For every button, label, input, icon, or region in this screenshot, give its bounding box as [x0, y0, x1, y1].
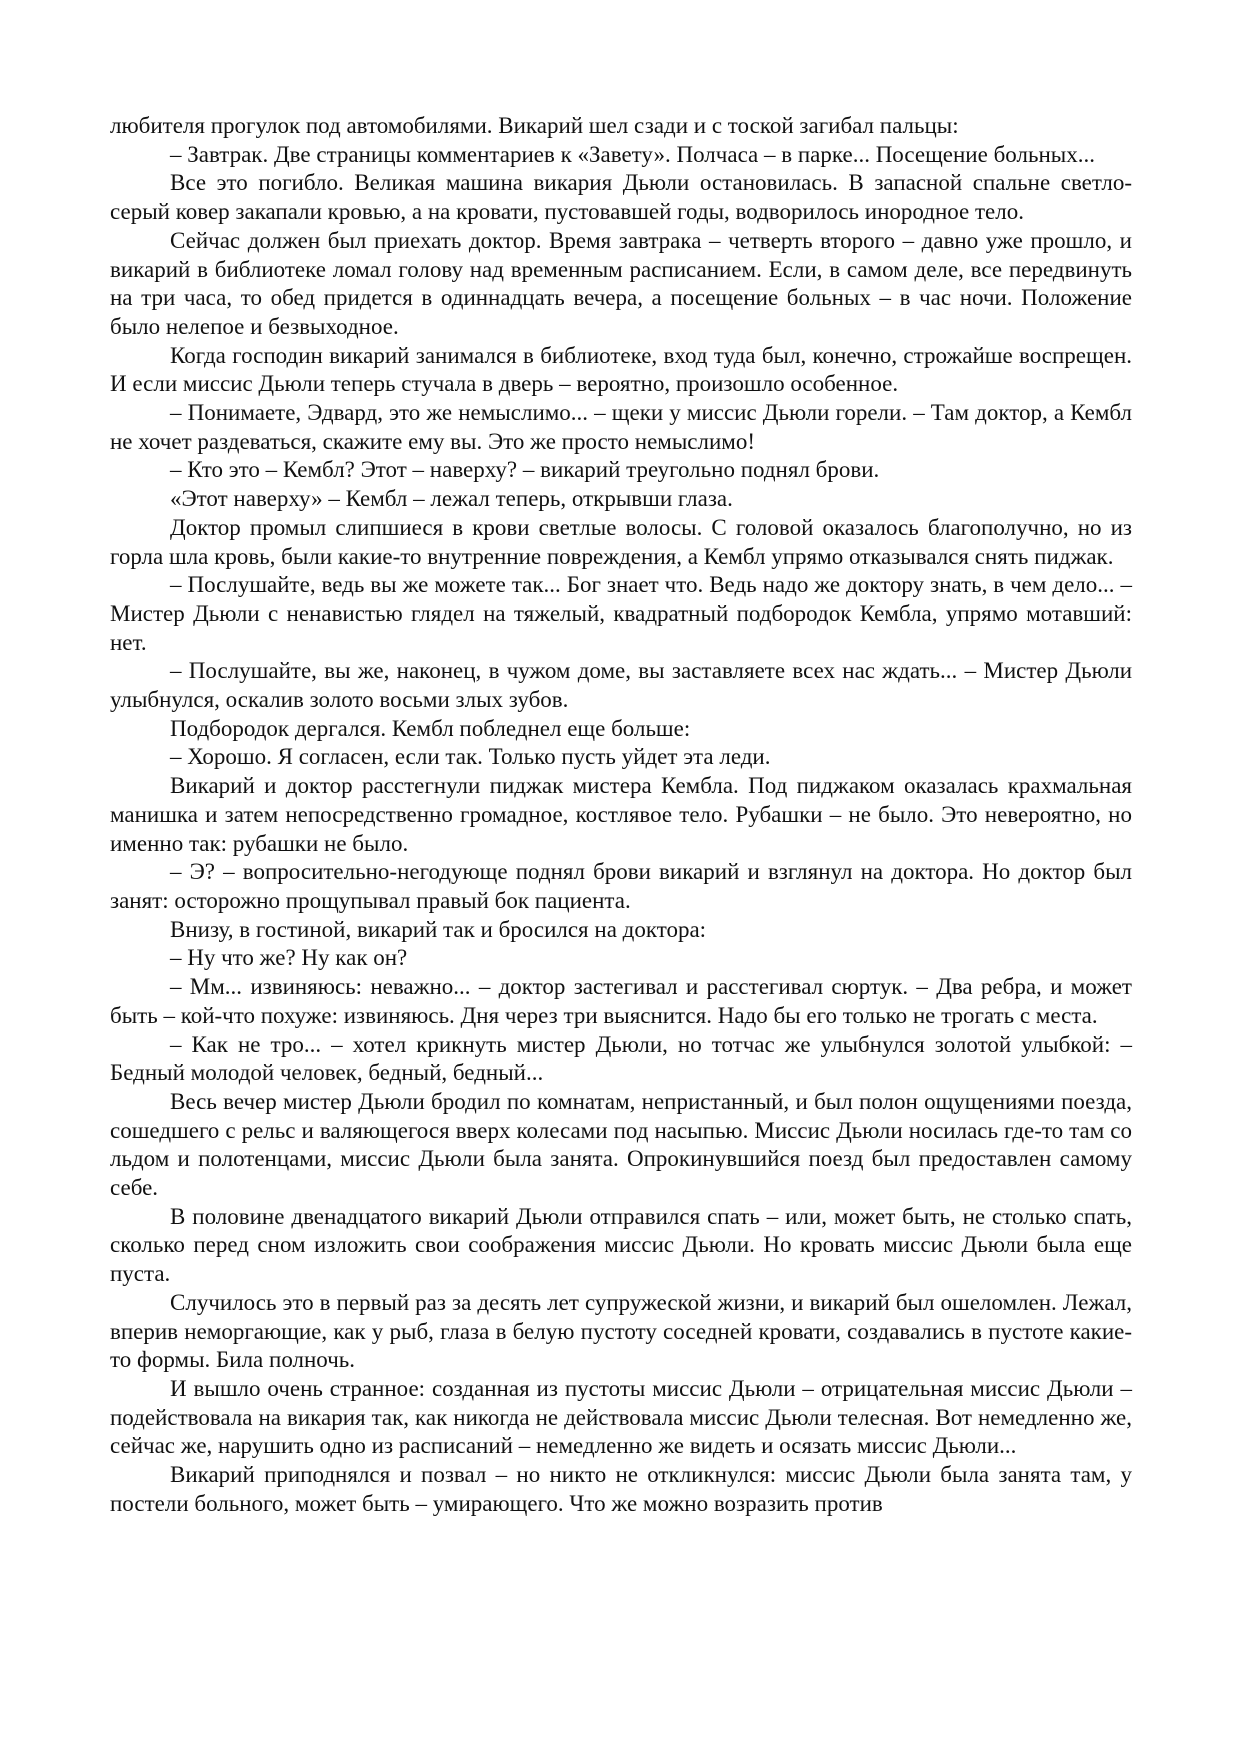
- paragraph: – Послушайте, вы же, наконец, в чужом доме, вы заставляете всех нас ждать... – Мистер Дьюли улыбнулся, оскалив золото восьми злых зубов.: [110, 658, 1132, 713]
- paragraph: В половине двенадцатого викарий Дьюли отправился спать – или, может быть, не столько спать, сколько перед сном изложить свои соображения миссис Дьюли. Но кровать миссис Дьюли была еще пуста.: [110, 1203, 1132, 1287]
- paragraph: Доктор промыл слипшиеся в крови светлые волосы. С головой оказалось благополучно, но из горла шла кровь, были какие-то внутренние повреждения, а Кембл упрямо отказывался снять пиджак.: [110, 514, 1132, 569]
- paragraph: Викарий приподнялся и позвал – но никто не откликнулся: миссис Дьюли была занята там, у постели больного, может быть – умирающего. Что же можно возразить против: [110, 1462, 1132, 1516]
- paragraph: Сейчас должен был приехать доктор. Время завтрака – четверть второго – давно уже прошло, и викарий в библиотеке ломал голову над временным расписанием. Если, в самом деле, все передвинуть на три часа, то обед придется в одиннадцать вечера, а посещение больных – в час ночи. Положение было нелепое и безвыходное.: [110, 227, 1132, 339]
- paragraph: – Мм... извиняюсь: неважно... – доктор застегивал и расстегивал сюртук. – Два ребра, и может быть – кой-что похуже: извиняюсь. Дня через три выяснится. Надо бы его только не трогать с места.: [110, 974, 1132, 1028]
- paragraph: Случилось это в первый раз за десять лет супружеской жизни, и викарий был ошеломлен. Лежал, вперив неморгающие, как у рыб, глаза в белую пустоту соседней кровати, создавались в пустоте какие-то формы. Била полночь.: [110, 1289, 1132, 1373]
- paragraph: Внизу, в гостиной, викарий так и бросился на доктора:: [170, 916, 707, 942]
- paragraph: – Завтрак. Две страницы комментариев к «Завету». Полчаса – в парке... Посещение больных...: [170, 141, 1095, 167]
- paragraph: – Э? – вопросительно-негодующе поднял брови викарий и взглянул на доктора. Но доктор был занят: осторожно прощупывал правый бок пациента.: [110, 859, 1132, 913]
- paragraph: И вышло очень странное: созданная из пустоты миссис Дьюли – отрицательная миссис Дьюли – подействовала на викария так, как никогда не действовала миссис Дьюли телесная. Вот немедленно же, сейчас же, нарушить одно из расписаний – немедленно же видеть и осязать миссис Дьюли...: [110, 1375, 1132, 1459]
- paragraph: – Как не тро... – хотел крикнуть мистер Дьюли, но тотчас же улыбнулся золотой улыбкой: – Бедный молодой человек, бедный, бедный...: [110, 1031, 1132, 1086]
- paragraph: Подбородок дергался. Кембл побледнел еще больше:: [170, 715, 691, 741]
- paragraph: Весь вечер мистер Дьюли бродил по комнатам, непристанный, и был полон ощущениями поезда, сошедшего с рельс и валяющегося вверх колесами под насыпью. Миссис Дьюли носилась где-то там со льдом и полотенцами, миссис Дьюли была занята. Опрокинувшийся поезд был предоставлен самому себе.: [110, 1088, 1132, 1201]
- paragraph: Викарий и доктор расстегнули пиджак мистера Кембла. Под пиджаком оказалась крахмальная манишка и затем непосредственно громадное, костлявое тело. Рубашки – не было. Это невероятно, но именно так: рубашки не было.: [110, 773, 1132, 856]
- paragraph: – Кто это – Кембл? Этот – наверху? – викарий треугольно поднял брови.: [170, 457, 880, 483]
- paragraph: – Ну что же? Ну как он?: [170, 945, 408, 971]
- document-page: [110, 112, 1132, 1518]
- paragraph: – Хорошо. Я согласен, если так. Только пусть уйдет эта леди.: [170, 744, 771, 770]
- paragraph: «Этот наверху» – Кембл – лежал теперь, открывши глаза.: [170, 486, 733, 512]
- paragraph: – Послушайте, ведь вы же можете так... Бог знает что. Ведь надо же доктору знать, в чем дело... – Мистер Дьюли с ненавистью глядел на тяжелый, квадратный подбородок Кембла, упрямо мотавший: нет.: [110, 572, 1132, 655]
- paragraph: любителя прогулок под автомобилями. Викарий шел сзади и с тоской загибал пальцы:: [110, 113, 959, 138]
- paragraph: Все это погибло. Великая машина викария Дьюли остановилась. В запасной спальне светло-серый ковер закапали кровью, а на кровати, пустовавшей годы, водворилось инородное тело.: [110, 170, 1132, 225]
- paragraph: Когда господин викарий занимался в библиотеке, вход туда был, конечно, строжайше воспрещен. И если миссис Дьюли теперь стучала в дверь – вероятно, произошло особенное.: [110, 342, 1132, 397]
- paragraph: – Понимаете, Эдвард, это же немыслимо... – щеки у миссис Дьюли горели. – Там доктор, а Кембл не хочет раздеваться, скажите ему вы. Это же просто немыслимо!: [110, 400, 1132, 454]
